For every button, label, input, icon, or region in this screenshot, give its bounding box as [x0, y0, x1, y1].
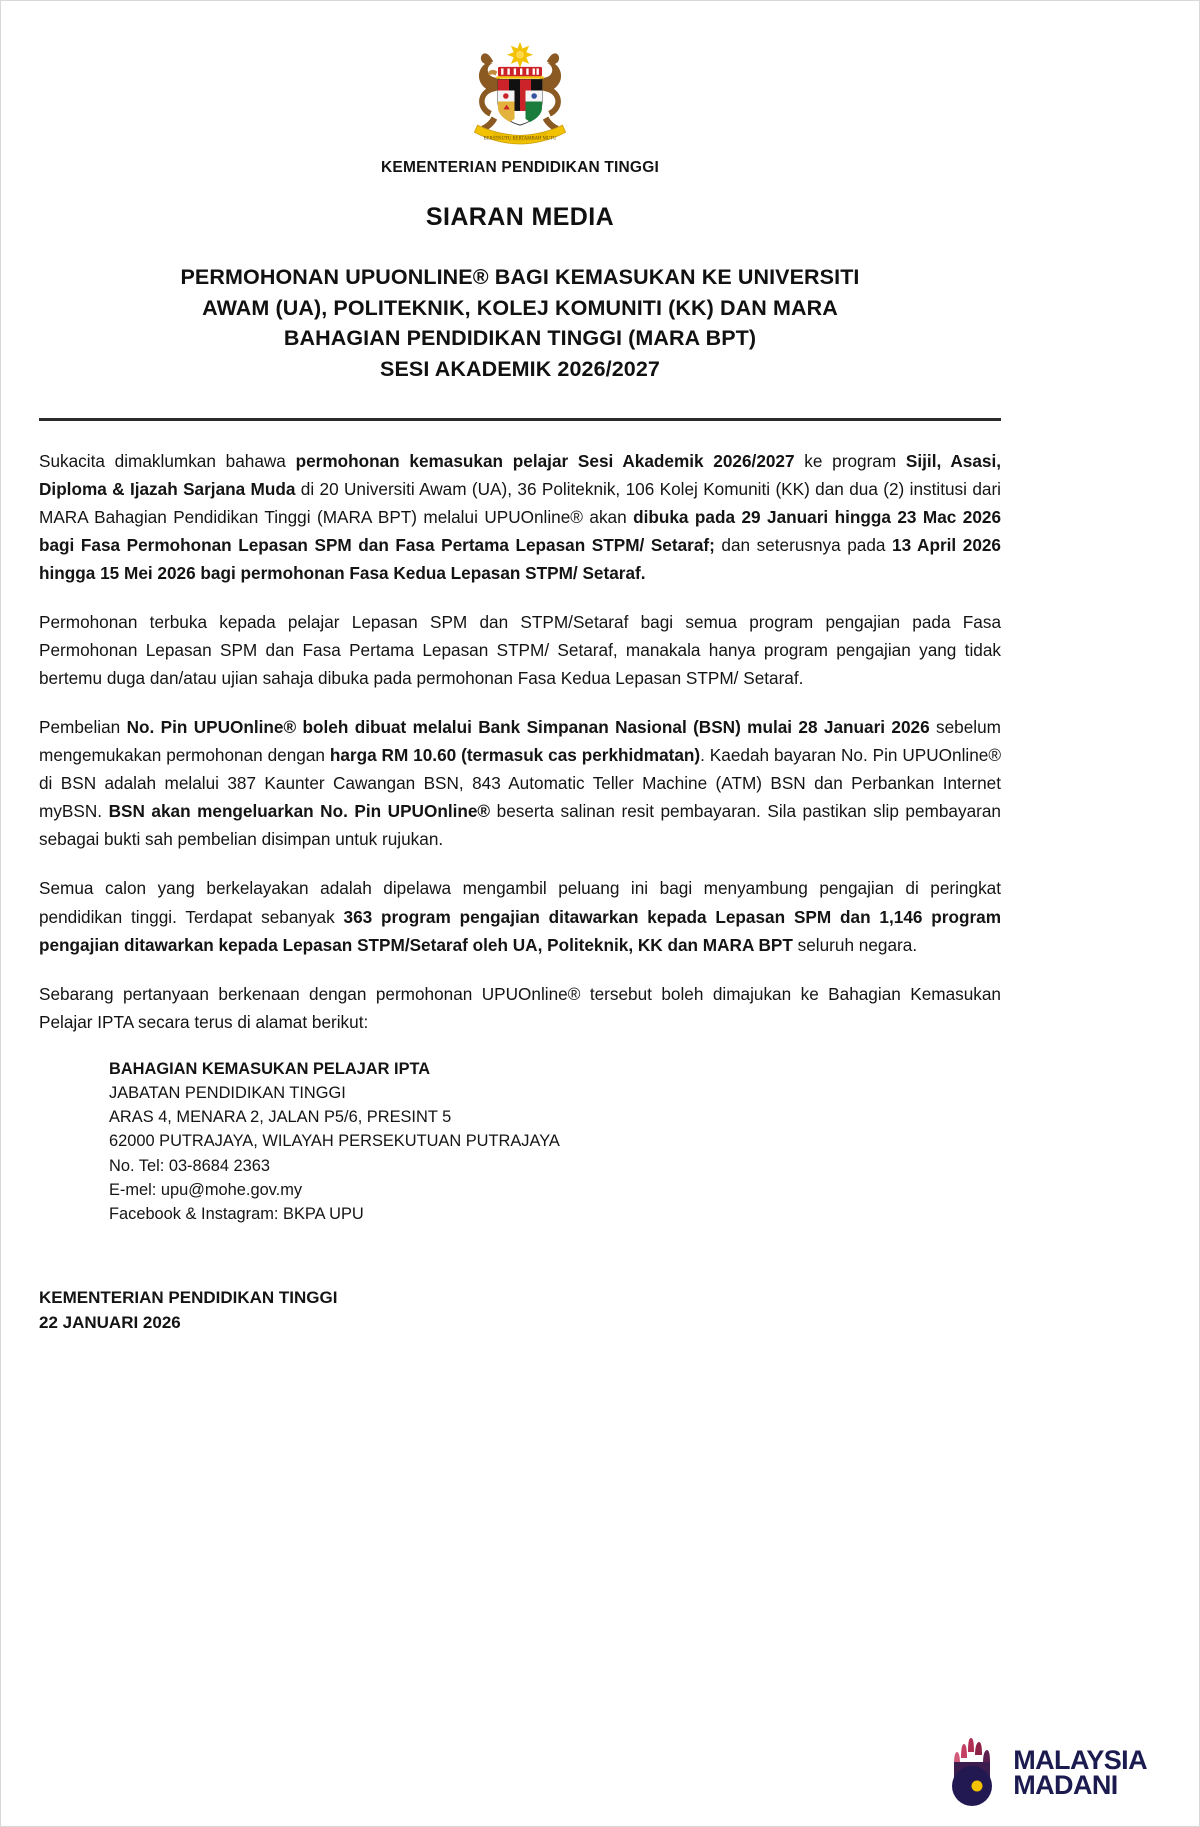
malaysia-coat-of-arms-icon — [440, 37, 600, 155]
address-line-social: Facebook & Instagram: BKPA UPU — [109, 1205, 364, 1224]
madani-wordmark-line-1: MALAYSIA — [1013, 1744, 1147, 1775]
address-line-organisation: BAHAGIAN KEMASUKAN PELAJAR IPTA — [109, 1059, 431, 1078]
madani-wordmark-line-2: MADANI — [1013, 1770, 1118, 1800]
address-line-telephone: No. Tel: 03-8684 2363 — [109, 1156, 270, 1175]
page-title-line-2: AWAM (UA), POLITEKNIK, KOLEJ KOMUNITI (KK) DAN MARA — [202, 295, 838, 320]
signoff-issuer: KEMENTERIAN PENDIDIKAN TINGGI — [39, 1287, 338, 1307]
contact-address-block — [109, 1057, 1001, 1227]
page-title — [39, 262, 1001, 384]
p1-bold-1: permohonan kemasukan pelajar Sesi Akademik 2026/2027 — [295, 451, 795, 472]
p1-bold-4: 13 April 2026 hingga 15 Mei 2026 bagi permohonan Fasa Kedua Lepasan STPM/ Setaraf. — [39, 535, 1001, 584]
svg-text:BERSEKUTU BERTAMBAH MUTU: BERSEKUTU BERTAMBAH MUTU — [483, 136, 557, 142]
document-sheet — [1, 1, 1200, 1827]
p4-seg-a: Semua calon yang berkelayakan adalah dipelawa mengambil peluang ini bagi menyambung pengajian di peringkat pendidikan tinggi. Terdapat sebanyak — [39, 878, 1001, 927]
p3-bold-3: BSN akan mengeluarkan No. Pin UPUOnline® — [108, 801, 491, 822]
address-line-city: 62000 PUTRAJAYA, WILAYAH PERSEKUTUAN PUTRAJAYA — [109, 1132, 560, 1151]
p1-seg-d: di 20 Universiti Awam (UA), 36 Politeknik, 106 Kolej Komuniti (KK) dan dua (2) institusi dari MARA Bahagian Pendidikan Tinggi (MARA BPT) melalui UPUOnline® akan — [39, 479, 1001, 528]
p3-bold-2: harga RM 10.60 (termasuk cas perkhidmatan) — [329, 745, 701, 766]
page-title-line-1: PERMOHONAN UPUONLINE® BAGI KEMASUKAN KE UNIVERSITI — [180, 265, 860, 289]
ministry-name-header: KEMENTERIAN PENDIDIKAN TINGGI — [381, 159, 659, 176]
malaysia-madani-logo — [942, 1738, 1147, 1808]
p3-seg-e: beserta salinan resit pembayaran. Sila pastikan slip pembayaran sebagai bukti sah pembelian disimpan untuk rujukan. — [39, 801, 1001, 850]
paragraph-3 — [39, 713, 1001, 853]
p1-seg-c: ke program — [794, 451, 906, 472]
p1-bold-2: Sijil, Asasi, Diploma & Ijazah Sarjana Muda — [39, 451, 1001, 500]
release-label: SIARAN MEDIA — [425, 203, 615, 231]
address-line-department: JABATAN PENDIDIKAN TINGGI — [109, 1083, 346, 1102]
page-title-line-3: BAHAGIAN PENDIDIKAN TINGGI (MARA BPT) — [283, 326, 757, 351]
p4-seg-c: seluruh negara. — [792, 934, 918, 955]
paragraph-5: Sebarang pertanyaan berkenaan dengan permohonan UPUOnline® tersebut boleh dimajukan ke Bahagian Kemasukan Pelajar IPTA secara terus di alamat berikut: — [39, 983, 1001, 1032]
paragraph-4 — [39, 874, 1001, 958]
address-line-email: E-mel: upu@mohe.gov.my — [109, 1181, 303, 1200]
p1-bold-3: dibuka pada 29 Januari hingga 23 Mac 2026 bagi Fasa Permohonan Lepasan SPM dan Fasa Pertama Lepasan STPM/ Setaraf; — [39, 507, 1001, 556]
page-title-line-4: SESI AKADEMIK 2026/2027 — [380, 356, 660, 381]
p3-bold-1: No. Pin UPUOnline® boleh dibuat melalui Bank Simpanan Nasional (BSN) mulai 28 Januari 2026 — [126, 717, 930, 738]
p4-bold-1: 363 program pengajian ditawarkan kepada Lepasan SPM dan 1,146 program pengajian ditawarkan kepada Lepasan STPM/Setaraf oleh UA, Politeknik, KK dan MARA BPT — [39, 906, 1001, 955]
madani-mark-icon — [942, 1738, 1004, 1808]
madani-wordmark — [1013, 1744, 1147, 1800]
p1-seg-e: dan seterusnya pada — [714, 535, 893, 556]
document-body — [39, 421, 1001, 1336]
p3-seg-d: . Kaedah bayaran No. Pin UPUOnline® di BSN adalah melalui 387 Kaunter Cawangan BSN, 843 Automatic Teller Machine (ATM) BSN dan Perbankan Internet myBSN. — [39, 745, 1001, 822]
document-header — [39, 31, 1001, 177]
address-line-street: ARAS 4, MENARA 2, JALAN P5/6, PRESINT 5 — [109, 1108, 452, 1127]
signoff-date: 22 JANUARI 2026 — [39, 1313, 181, 1333]
p3-seg-a: Pembelian — [39, 717, 127, 738]
signoff-block — [39, 1285, 1001, 1336]
p1-seg-a: Sukacita dimaklumkan bahawa — [39, 451, 296, 472]
p3-seg-c: sebelum mengemukakan permohonan dengan — [39, 717, 1001, 766]
paragraph-1 — [39, 447, 1001, 587]
paragraph-2: Permohonan terbuka kepada pelajar Lepasan SPM dan STPM/Setaraf bagi semua program pengajian pada Fasa Permohonan Lepasan SPM dan Fasa Pertama Lepasan STPM/ Setaraf, manakala hanya program pengajian yang tidak bertemu duga dan/atau ujian sahaja dibuka pada permohonan Fasa Kedua Lepasan STPM/ Setaraf. — [39, 612, 1001, 689]
